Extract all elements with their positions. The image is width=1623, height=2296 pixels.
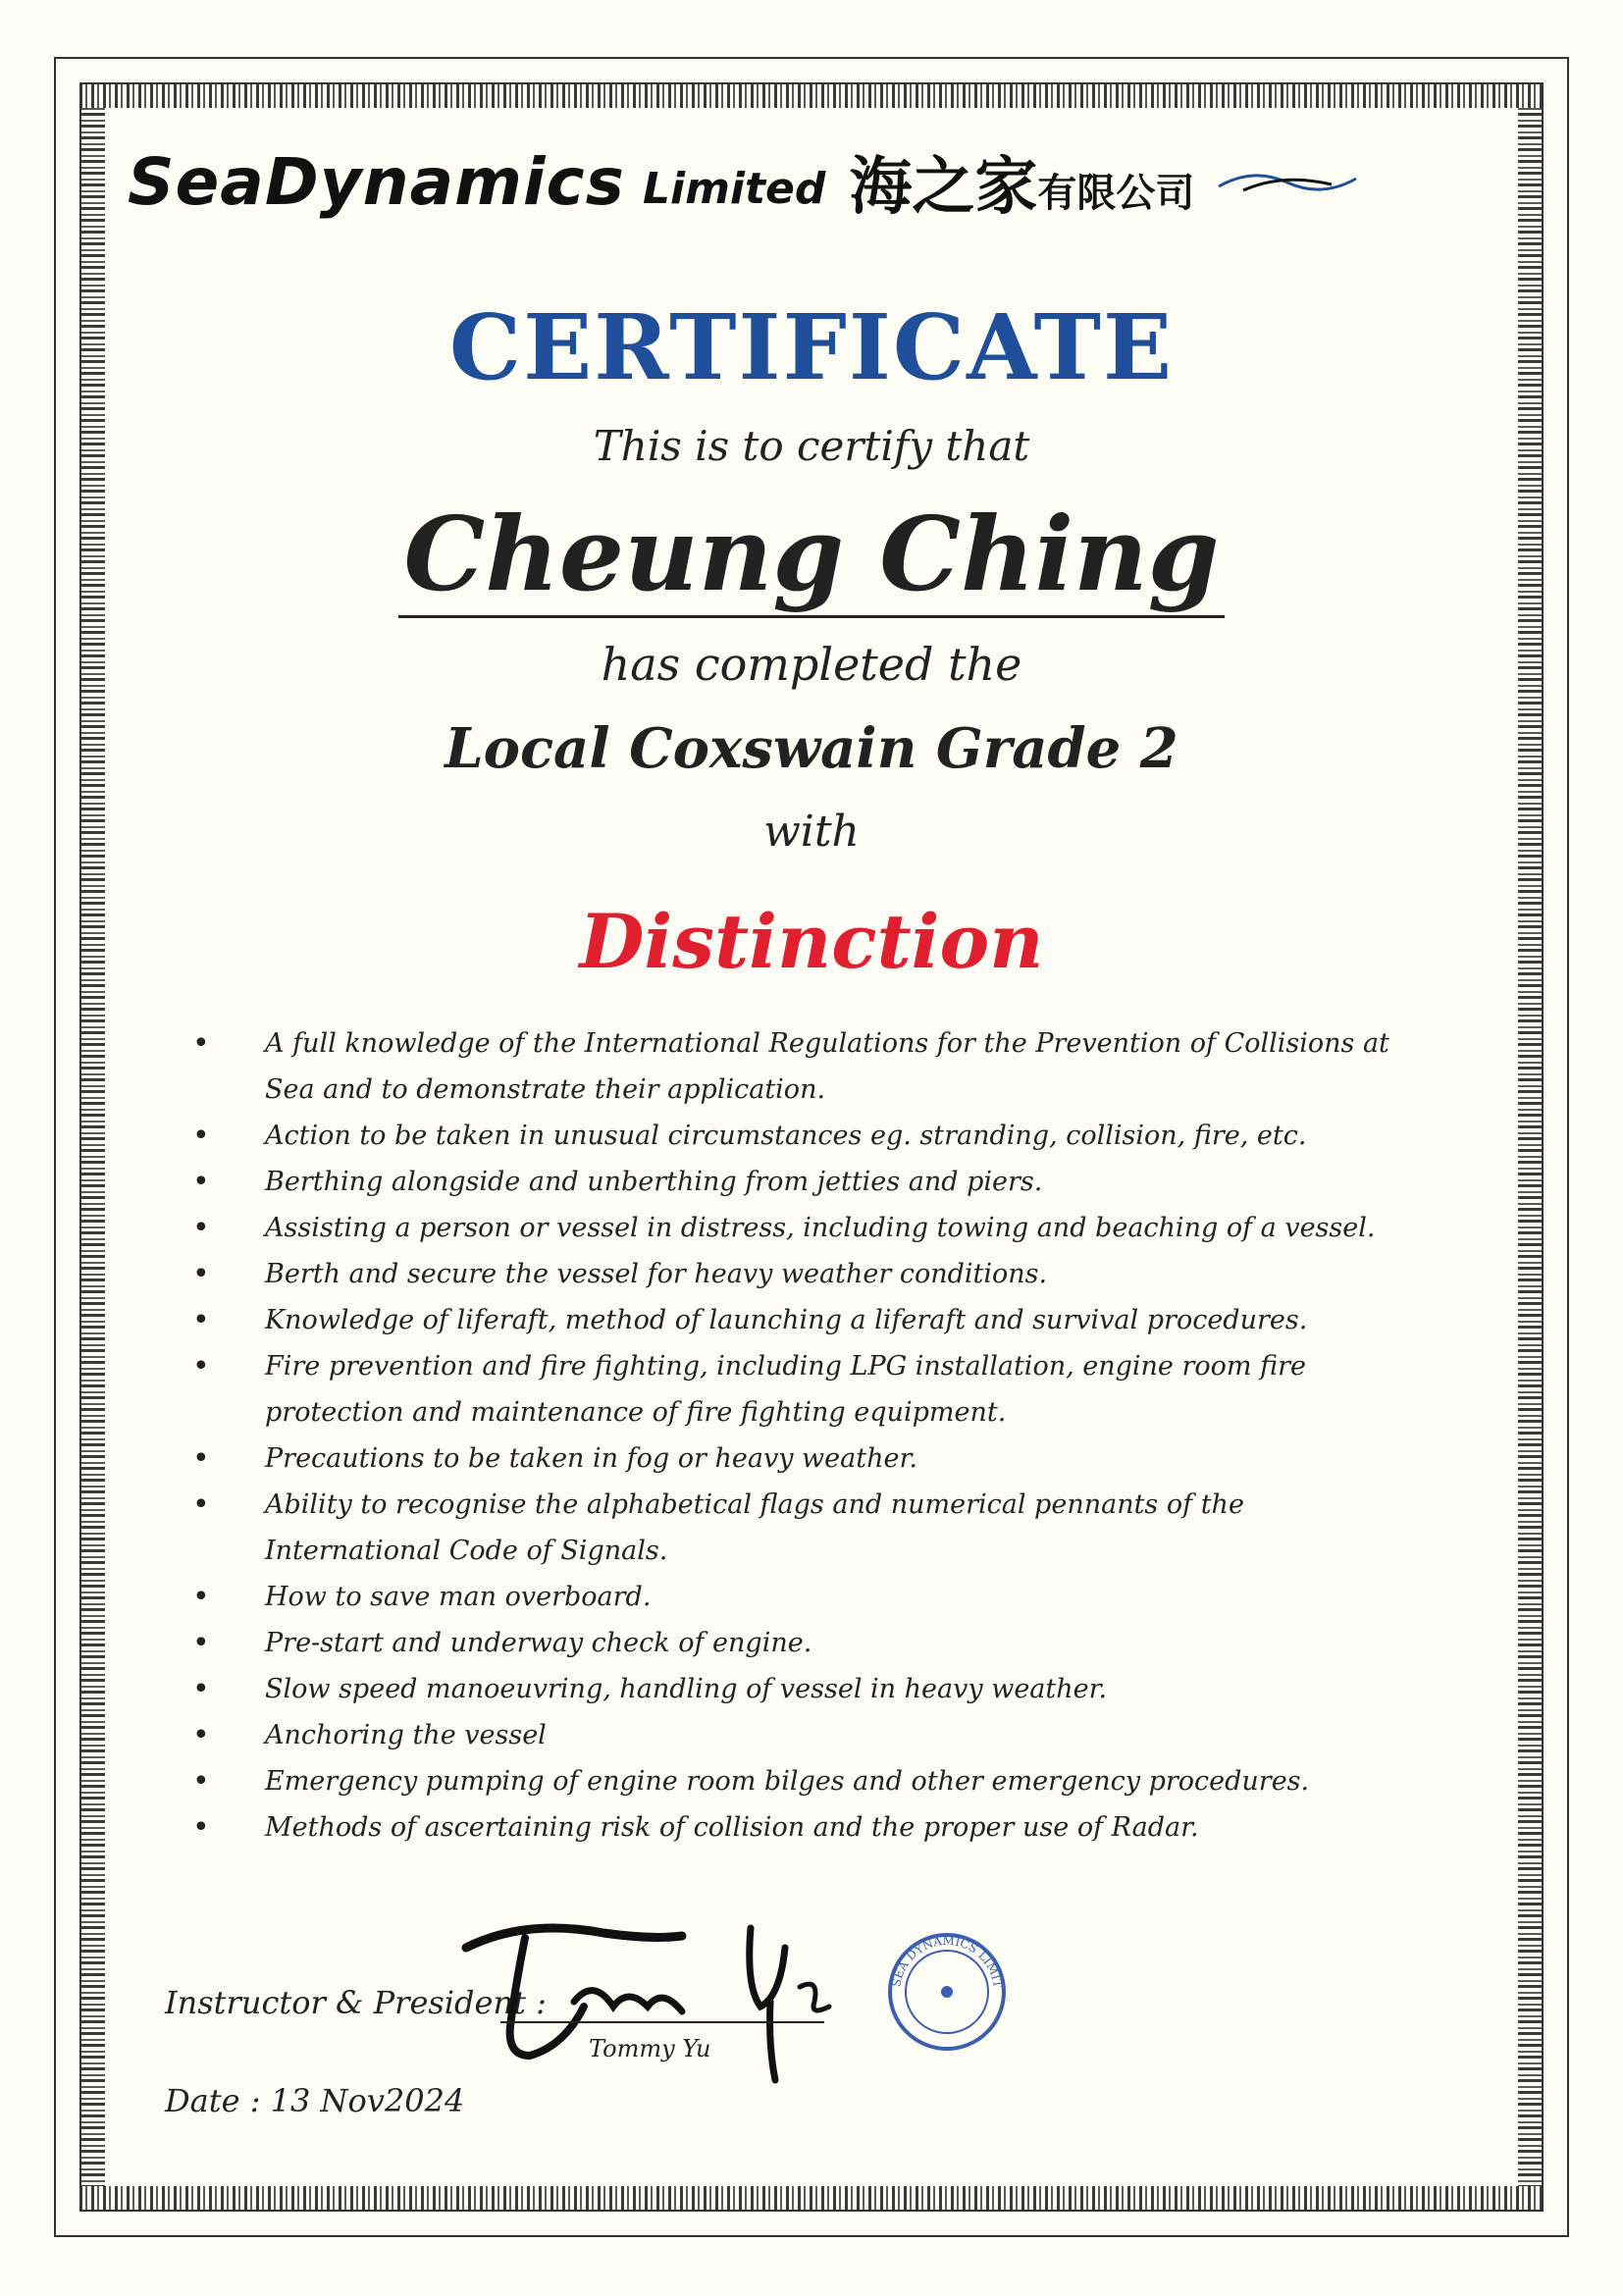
with-text: with [763,807,860,857]
list-item: • Emergency pumping of engine room bilges and other emergency procedures. [186,1758,1413,1804]
course-name: Local Coxswain Grade 2 [445,716,1178,781]
list-item: • Pre-start and underway check of engine. [186,1620,1413,1666]
issue-date: Date : 13 Nov2024 [165,2082,465,2119]
completed-text: has completed the [601,638,1022,691]
distinction-text: Distinction [579,898,1044,985]
handwritten-signature [456,1908,849,2099]
competency-list [186,1020,1413,1851]
brand-name-cn-suffix: 有限公司 [1037,170,1195,216]
signature-line [500,2021,824,2023]
certificate-title: CERTIFICATE [448,294,1175,400]
list-item: • Slow speed manoeuvring, handling of vessel in heavy weather. [186,1666,1413,1712]
list-item: • Methods of ascertaining risk of collision and the proper use of Radar. [186,1804,1413,1851]
list-item: • How to save man overboard. [186,1574,1413,1620]
wave-logo-icon [1214,165,1361,208]
list-item: • Ability to recognise the alphabetical flags and numerical pennants of the International Code of Signals. [186,1482,1413,1574]
brand-name-cn: 海之家 [849,151,1038,224]
company-header [128,137,1501,226]
list-item: • Action to be taken in unusual circumstances eg. stranding, collision, fire, etc. [186,1113,1413,1159]
list-item: • Anchoring the vessel [186,1712,1413,1758]
seal-text: SEA DYNAMICS LIMIT [889,1933,1005,1989]
list-item: • Knowledge of liferaft, method of launching a liferaft and survival procedures. [186,1297,1413,1343]
company-seal-icon [883,1928,1011,2060]
list-item: • Berthing alongside and unberthing from jetties and piers. [186,1159,1413,1205]
list-item: • A full knowledge of the International Regulations for the Prevention of Collisions at Sea and to demonstrate their application. [186,1020,1413,1113]
brand-name-en: SeaDynamics [128,143,625,220]
signature-label: Instructor & President : [165,1984,547,2021]
recipient-name: Cheung Ching [398,496,1226,618]
certify-text: This is to certify that [593,422,1030,470]
list-item: • Fire prevention and fire fighting, including LPG installation, engine room fire protection and maintenance of fire fighting equipment. [186,1343,1413,1435]
list-item: • Berth and secure the vessel for heavy weather conditions. [186,1251,1413,1297]
list-item: • Assisting a person or vessel in distress, including towing and beaching of a vessel. [186,1205,1413,1251]
brand-limited: Limited [642,163,826,214]
list-item: • Precautions to be taken in fog or heavy weather. [186,1435,1413,1482]
recipient-block [0,496,1623,618]
signer-name: Tommy Yu [589,2035,711,2062]
